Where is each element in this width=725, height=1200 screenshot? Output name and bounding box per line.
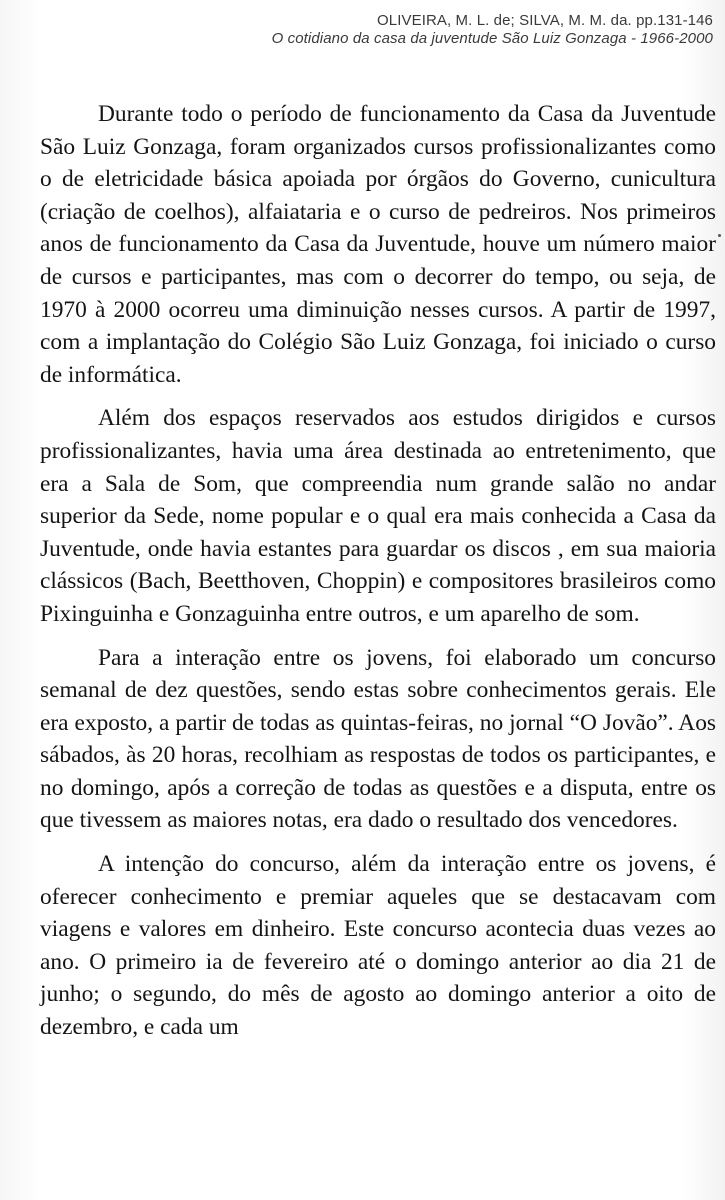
paragraph-3: Para a interação entre os jovens, foi elaborado um concurso semanal de dez questões, sendo estas sobre conhecimentos gerais. Ele era exposto, a partir de todas as quintas-feiras, no jornal “O Jovão”. Aos sábados, às 20 horas, recolhiam as respostas de todos os participantes, e no domingo, após a correção de todas as questões e a disputa, entre os que tivessem as maiores notas, era dado o resultado dos vencedores. [40, 644, 716, 834]
header-citation: OLIVEIRA, M. L. de; SILVA, M. M. da. pp.131-146 [377, 12, 713, 29]
running-header [272, 12, 713, 48]
paragraph-2: Além dos espaços reservados aos estudos dirigidos e cursos profissionalizantes, havia uma área destinada ao entretenimento, que era a Sala de Som, que compreendia num grande salão no andar superior da Sede, nome popular e o qual era mais conhecida a Casa da Juventude, onde havia estantes para guardar os discos , em sua maioria clássicos (Bach, Beetthoven, Choppin) e compositores brasileiros como Pixinguinha e Gonzaguinha entre outros, e um aparelho de som. [40, 405, 716, 627]
header-article-title: O cotidiano da casa da juventude São Luiz Gonzaga - 1966-2000 [271, 30, 713, 47]
margin-speck [718, 234, 721, 237]
body-text [40, 98, 716, 1055]
paragraph-1: Durante todo o período de funcionamento da Casa da Juventude São Luiz Gonzaga, foram organizados cursos profissionalizantes como o de eletricidade básica apoiada por órgãos do Governo, cunicultura (criação de coelhos), alfaiataria e o curso de pedreiros. Nos primeiros anos de funcionamento da Casa da Juventude, houve um número maior de cursos e participantes, mas com o decorrer do tempo, ou seja, de 1970 à 2000 ocorreu uma diminuição nesses cursos. A partir de 1997, com a implantação do Colégio São Luiz Gonzaga, foi iniciado o curso de informática. [40, 101, 716, 388]
paragraph-4: A intenção do concurso, além da interação entre os jovens, é oferecer conhecimento e premiar aqueles que se destacavam com viagens e valores em dinheiro. Este concurso acontecia duas vezes ao ano. O primeiro ia de fevereiro até o domingo anterior ao dia 21 de junho; o segundo, do mês de agosto ao domingo anterior a oito de dezembro, e cada um [40, 851, 716, 1041]
